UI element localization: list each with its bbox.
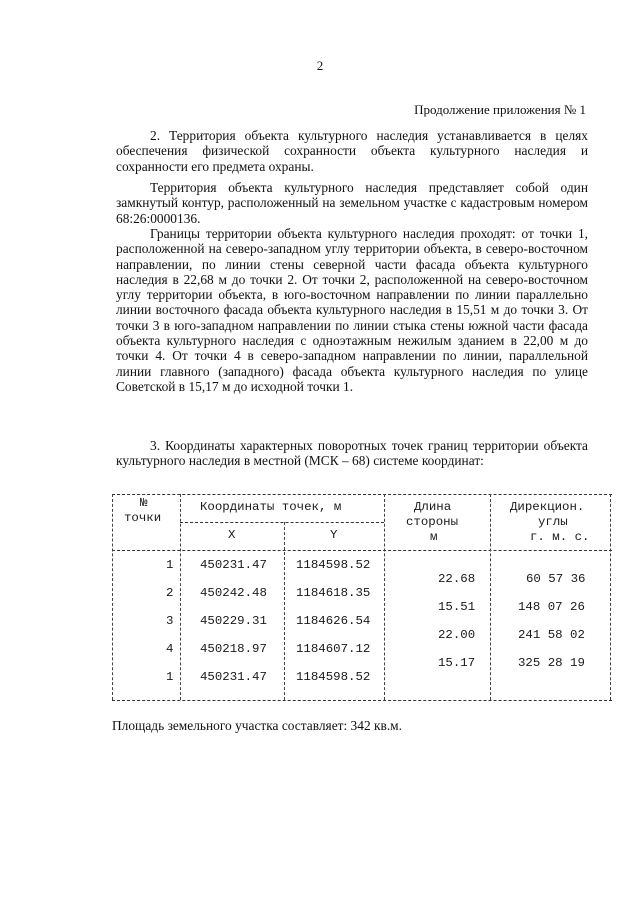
paragraph-boundaries: Границы территории объекта культурного наследия проходят: от точки 1, расположенной на северо-западном углу территории объекта, в северо-восточном направлении, по линии стены северной части фасада объекта культурного наследия в 22,68 м до точки 2. От точки 2, расположенной на северо-восточном углу территории объекта, в юго-восточном направлении по линии параллельно линии восточного фасада объекта культурного наследия в 15,51 м до точки 3. От точки 3 в юго-западном направлении по линии стыка стены южной части фасада объекта культурного наследия с одноэтажным нежилым зданием в 22,00 м до точки 4. От точки 4 в северо-западном направлении по линии, параллельной линии главного (западного) фасада объекта культурного наследия по улице Советской в 15,17 м до исходной точки 1. — [116, 226, 588, 394]
land-area-statement: Площадь земельного участка составляет: 342 кв.м. — [112, 718, 402, 733]
header-direction-line2: углы — [538, 515, 568, 529]
point-x: 450242.48 — [200, 586, 267, 600]
segment-angle: 148 07 26 — [518, 600, 585, 614]
header-number-line2: точки — [124, 511, 162, 525]
header-direction-unit: г. м. с. — [530, 530, 590, 544]
table-coords-divider — [180, 522, 384, 523]
point-y: 1184598.52 — [296, 558, 371, 572]
header-coordinates: Координаты точек, м — [200, 500, 342, 514]
table-header-bottom-border — [112, 550, 612, 551]
segment-angle: 241 58 02 — [518, 628, 585, 642]
segment-length: 15.17 — [438, 656, 476, 670]
table-left-border — [112, 494, 113, 700]
table-col-divider-3 — [384, 494, 385, 700]
point-number: 4 — [166, 642, 174, 656]
header-direction-line1: Дирекцион. — [510, 500, 585, 514]
point-x: 450218.97 — [200, 642, 267, 656]
point-x: 450231.47 — [200, 558, 267, 572]
table-col-divider-2 — [284, 522, 285, 700]
point-y: 1184607.12 — [296, 642, 371, 656]
header-y: Y — [330, 528, 338, 542]
header-length-line2: стороны — [406, 515, 459, 529]
table-right-border — [610, 494, 611, 700]
table-col-divider-4 — [490, 494, 491, 700]
paragraph-territory-purpose: 2. Территория объекта культурного наследия устанавливается в целях обеспечения физической сохранности объекта культурного наследия и сохранности его предмета охраны. — [116, 128, 588, 174]
header-length-unit: м — [430, 530, 438, 544]
point-y: 1184618.35 — [296, 586, 371, 600]
table-bottom-border — [112, 700, 612, 701]
point-y: 1184598.52 — [296, 670, 371, 684]
coordinates-table — [112, 486, 612, 708]
segment-length: 22.00 — [438, 628, 476, 642]
point-number: 2 — [166, 586, 174, 600]
point-number: 1 — [166, 670, 174, 684]
header-x: X — [228, 528, 236, 542]
paragraph-territory-contour: Территория объекта культурного наследия представляет собой один замкнутый контур, расположенный на земельном участке с кадастровым номером 68:26:0000136. — [116, 180, 588, 226]
point-number: 3 — [166, 614, 174, 628]
paragraph-coordinates-intro: 3. Координаты характерных поворотных точек границ территории объекта культурного наследия в местной (МСК – 68) системе координат: — [116, 438, 588, 469]
page-number: 2 — [316, 58, 324, 73]
point-x: 450229.31 — [200, 614, 267, 628]
point-number: 1 — [166, 558, 174, 572]
appendix-heading: Продолжение приложения № 1 — [414, 102, 586, 117]
header-length-line1: Длина — [414, 500, 452, 514]
segment-length: 15.51 — [438, 600, 476, 614]
header-number-line1: № — [140, 496, 148, 510]
point-x: 450231.47 — [200, 670, 267, 684]
table-top-border — [112, 494, 612, 495]
segment-length: 22.68 — [438, 572, 476, 586]
table-col-divider-1 — [180, 494, 181, 700]
segment-angle: 325 28 19 — [518, 656, 585, 670]
segment-angle: 60 57 36 — [526, 572, 586, 586]
point-y: 1184626.54 — [296, 614, 371, 628]
